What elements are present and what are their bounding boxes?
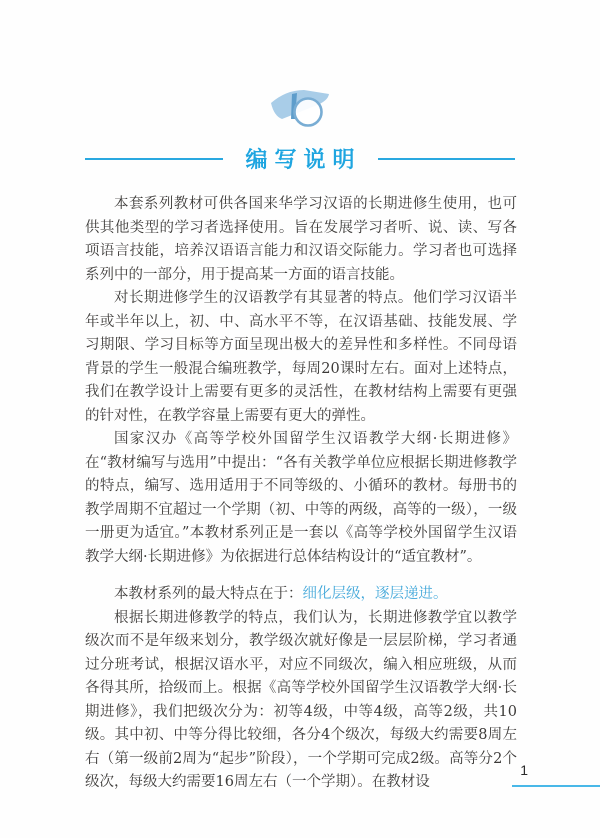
paragraph-3: 国家汉办《高等学校外国留学生汉语教学大纲·长期进修》在“教材编写与选用”中提出：“各有关教学单位应根据长期进修教学的特点，编写、选用适用于不同等级的、小循环的教材。每册书的教学周期不宜超过一个学期（初、中等的两级，高等的一级），一级一册更为适宜。”本教材系列正是一套以《高等学校外国留学生汉语教学大纲·长期进修》为依据进行总体结构设计的“适宜教材”。	[85, 431, 517, 565]
ink-brush-flag-logo-icon	[268, 86, 332, 134]
footer-rule	[512, 785, 600, 787]
publisher-logo	[0, 86, 600, 134]
page-title: 编写说明	[245, 147, 362, 172]
feature-statement-prefix: 本教材系列的最大特点在于：	[114, 586, 303, 602]
body-text	[85, 193, 517, 795]
feature-statement-highlight: 细化层级，逐层递进。	[302, 586, 448, 602]
title-rule-right	[378, 158, 516, 160]
paragraph-2: 对长期进修学生的汉语教学有其显著的特点。他们学习汉语半年或半年以上，初、中、高水平不等，在汉语基础、技能发展、学习期限、学习目标等方面呈现出极大的差异性和多样性。不同母语背景的学生一般混合编班教学，每周20课时左右。面对上述特点，我们在教学设计上需要有更多的灵活性，在教材结构上需要有更强的针对性，在教学容量上需要有更大的弹性。	[85, 290, 517, 424]
section-title-row	[85, 143, 515, 174]
paragraph-4	[85, 583, 517, 607]
paragraph-5: 根据长期进修教学的特点，我们认为，长期进修教学宜以教学级次而不是年级来划分，教学级次就好像是一层层阶梯，学习者通过分班考试，根据汉语水平，对应不同级次，编入相应班级，从而各得其所，拾级而上。根据《高等学校外国留学生汉语教学大纲·长期进修》，我们把级次分为：初等4级，中等4级，高等2级，共10级。其中初、中等分得比较细，各分4个级次，每级大约需要8周左右（第一级前2周为“起步”阶段），一个学期可完成2级。高等分2个级次，每级大约需要16周左右（一个学期）。在教材设	[85, 609, 517, 790]
page-number: 1	[520, 762, 528, 778]
paragraph-1: 本套系列教材可供各国来华学习汉语的长期进修生使用，也可供其他类型的学习者选择使用。旨在发展学习者听、说、读、写各项语言技能，培养汉语语言能力和汉语交际能力。学习者也可选择系列中的一部分，用于提高某一方面的语言技能。	[85, 196, 517, 283]
title-rule-left	[85, 158, 223, 160]
